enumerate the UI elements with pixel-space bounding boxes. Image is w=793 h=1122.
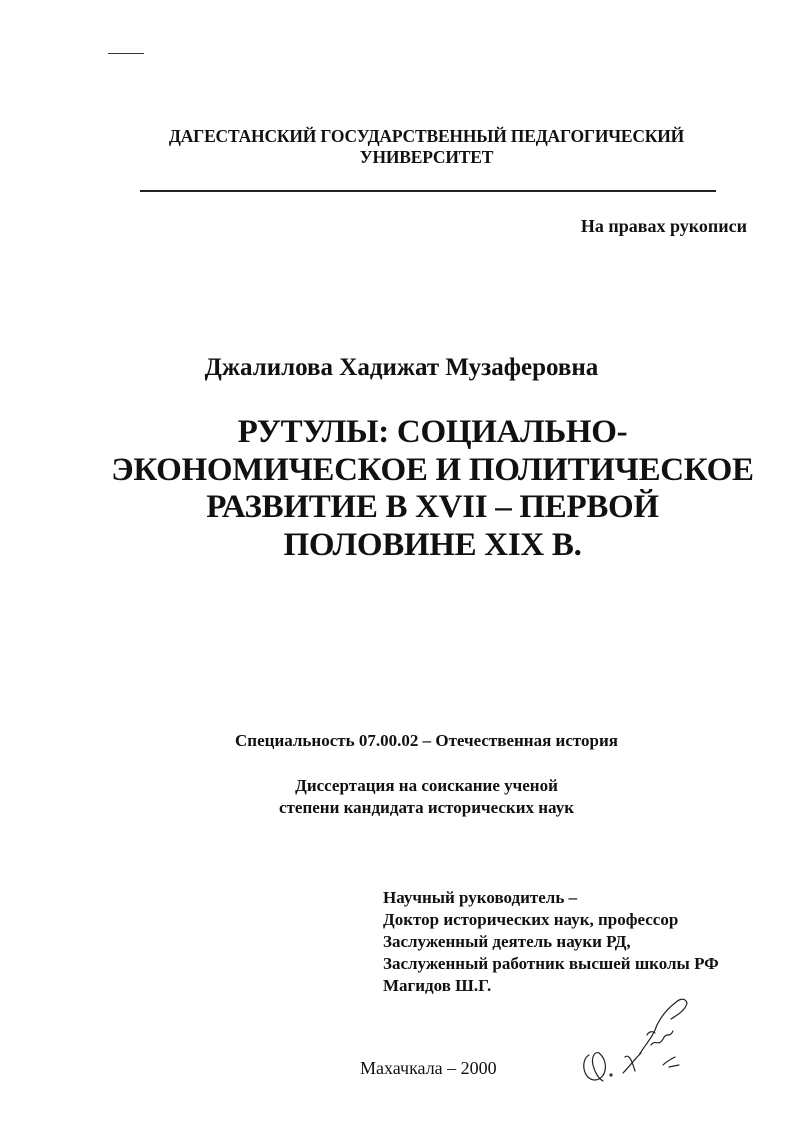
university-line: ДАГЕСТАНСКИЙ ГОСУДАРСТВЕННЫЙ ПЕДАГОГИЧЕСКИЙ bbox=[168, 126, 685, 146]
handwritten-signature bbox=[575, 995, 705, 1085]
dissertation-line: Диссертация на соискание ученой bbox=[295, 776, 558, 795]
scan-mark bbox=[108, 53, 144, 54]
university-name bbox=[30, 126, 793, 168]
title-line: РУТУЛЫ: СОЦИАЛЬНО- bbox=[237, 414, 628, 450]
rights-note: На правах рукописи bbox=[580, 216, 747, 236]
dissertation-title bbox=[36, 414, 793, 564]
divider bbox=[140, 190, 716, 192]
title-line: РАЗВИТИЕ В XVII – ПЕРВОЙ bbox=[206, 489, 659, 525]
advisor-line: Заслуженный деятель науки РД, bbox=[383, 932, 631, 951]
advisor-line: Магидов Ш.Г. bbox=[383, 976, 492, 995]
advisor-line: Заслуженный работник высшей школы РФ bbox=[383, 954, 719, 973]
advisor-line: Научный руководитель – bbox=[383, 888, 578, 907]
dissertation-line: степени кандидата исторических наук bbox=[279, 798, 574, 817]
university-line: УНИВЕРСИТЕТ bbox=[359, 147, 494, 167]
city-year: Махачкала – 2000 bbox=[360, 1058, 497, 1078]
title-line: ПОЛОВИНЕ XIX В. bbox=[283, 526, 582, 563]
specialty: Специальность 07.00.02 – Отечественная история bbox=[235, 731, 618, 750]
title-line: ЭКОНОМИЧЕСКОЕ И ПОЛИТИЧЕСКОЕ bbox=[111, 451, 754, 488]
advisor-block bbox=[383, 887, 719, 997]
advisor-line: Доктор исторических наук, профессор bbox=[383, 910, 679, 929]
dissertation-type bbox=[30, 775, 793, 819]
author-name: Джалилова Хадижат Музаферовна bbox=[204, 354, 599, 381]
